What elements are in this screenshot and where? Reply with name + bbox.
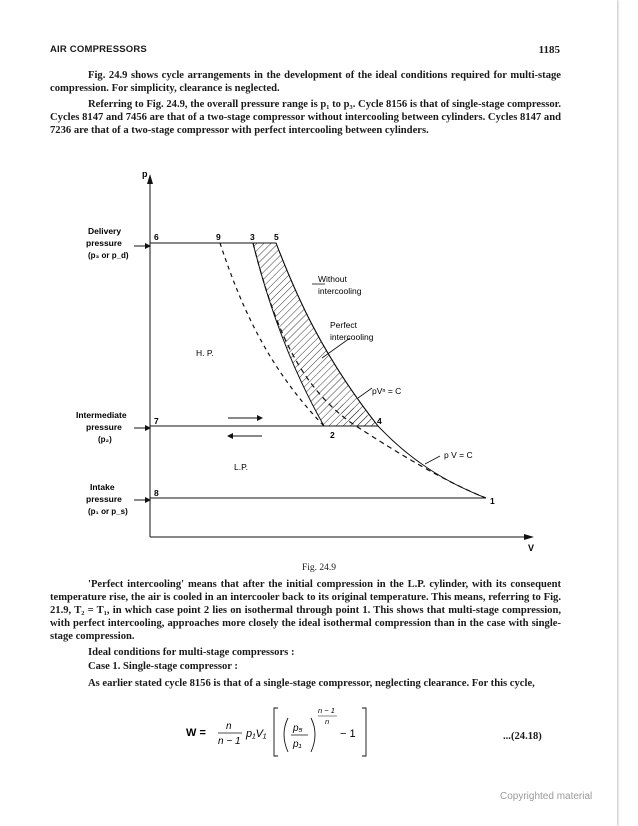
x-axis-arrow [524,534,534,540]
eq-n-minus-1: n − 1 [218,736,241,747]
figure-caption: Fig. 24.9 [301,563,337,573]
paragraph-ideal-conditions: Ideal conditions for multi-stage compressors : [88,647,295,658]
without-intercooling-2: intercooling [318,286,362,296]
eq-right-paren [311,718,315,752]
without-intercooling-1: Without [318,274,347,284]
intermediate-label-2: pressure [86,422,122,432]
eq-lhs: W = [186,727,206,739]
perfect-intercooling-1: Perfect [330,320,357,330]
paragraph-cycles: Referring to Fig. 24.9, the overall pressure range is p₁ to p₃. Cycle 8156 is that of single-stage compressor. Cycles 8147 and 7456 are that of a two-stage compressor without intercooling between cylinders. Cycles 8147 and 7236 are that of a two-stage compressor with perfect intercooling between cylinders. [50,99,561,136]
hp-label: H. P. [196,348,214,358]
intake-label-1: Intake [90,482,115,492]
y-axis-label: p [142,169,148,179]
eq-right-bracket [362,708,366,756]
point-1: 1 [490,496,495,506]
point-2: 2 [330,430,335,440]
paragraph-single-stage: As earlier stated cycle 8156 is that of a single-stage compressor, neglecting clearance. For this cycle, [88,678,535,689]
paragraph-intro: Fig. 24.9 shows cycle arrangements in the development of the ideal conditions required for multi-stage compression. For simplicity, clearance is neglected. [50,70,561,94]
eq-minus-one: − 1 [340,728,356,740]
delivery-label-2: pressure [86,238,122,248]
point-5: 5 [274,232,279,242]
equation-24-18 [182,700,372,760]
eq-exp-den: n [325,717,330,726]
equation-number: ...(24.18) [503,731,542,742]
intake-label-3: (p₁ or p_s) [88,507,128,516]
running-head [50,44,560,56]
point-4: 4 [377,416,382,426]
pvn-label: pVⁿ = C [372,386,402,396]
pv-pointer [425,456,440,464]
pvn-pointer [358,388,372,398]
point-7: 7 [154,416,159,426]
eq-exp-num: n − 1 [318,706,335,715]
y-axis-arrow [147,174,153,184]
point-6: 6 [154,232,159,242]
x-axis-label: V [528,543,535,553]
eq-p1: p₁ [293,739,302,750]
lp-label: L.P. [234,462,249,472]
delivery-label-3: (p₃ or p_d) [88,251,129,260]
delivery-label-1: Delivery [88,226,122,236]
intermediate-label-3: (p₂) [98,435,112,444]
intermediate-label-1: Intermediate [76,410,127,420]
pv-label: p V = C [444,450,473,460]
watermark: Copyrighted material [500,791,593,802]
eq-left-paren [284,718,288,752]
eq-p5: p₅ [293,723,303,734]
paragraph-perfect-intercooling: 'Perfect intercooling' means that after the initial compression in the L.P. cylinder, with its consequent temperature rise, the air is cooled in an intercooler back to its original temperature. This means, referring to Fig. 21.9, T₂ = T₁, in which case point 2 lies on isothermal through point 1. This shows that multi-stage compression, with perfect intercooling, approaches more closely the ideal isothermal compression than in the case with single-stage compression. [50,579,561,642]
eq-n: n [226,721,232,732]
eq-left-bracket [274,708,278,756]
figure-pv-diagram [50,160,561,560]
equation-svg [182,700,372,760]
perfect-intercooling-2: intercooling [330,332,374,342]
page-number: 1185 [538,44,560,56]
heading-case-1: Case 1. Single-stage compressor : [88,661,238,672]
point-8: 8 [154,488,159,498]
eq-p1v1: p₁V₁ [246,728,267,740]
intake-label-2: pressure [86,494,122,504]
pv-diagram-svg [50,160,561,560]
running-title: AIR COMPRESSORS [50,44,147,55]
point-9: 9 [216,232,221,242]
point-3: 3 [250,232,255,242]
